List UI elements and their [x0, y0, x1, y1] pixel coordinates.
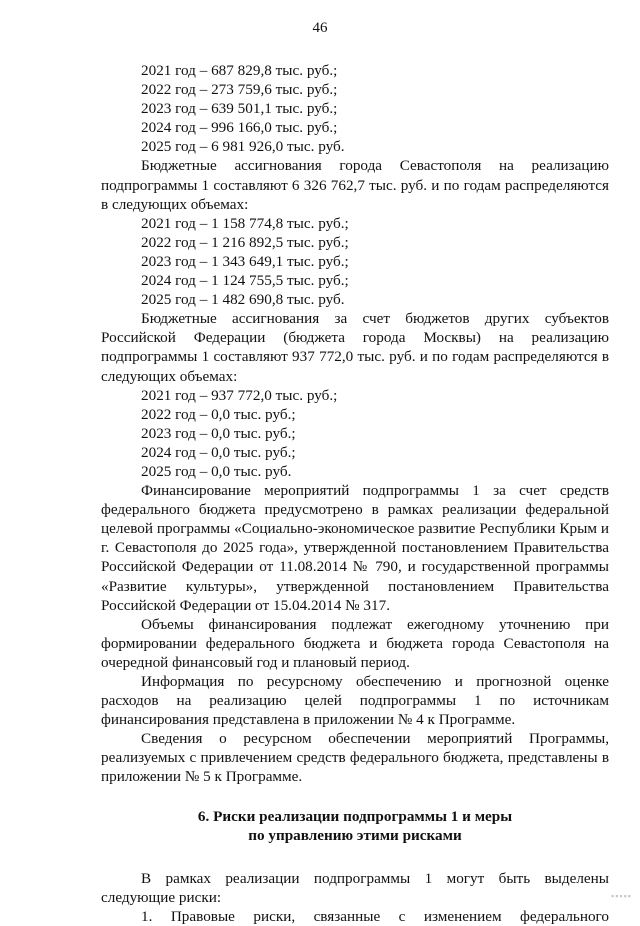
- list-item: 2024 год – 0,0 тыс. руб.;: [141, 443, 296, 461]
- list-item: 2022 год – 273 759,6 тыс. руб.;: [141, 81, 338, 99]
- list-item: 2021 год – 1 158 774,8 тыс. руб.;: [141, 214, 349, 232]
- scan-watermark: ▪▪▪▪▪: [611, 891, 632, 901]
- paragraph-federal-funding: Финансирование мероприятий подпрограммы 1 за счет средств федерального бюджета предусмотрено в рамках реализации федеральной целевой программы «Социально-экономическое развитие Республики Крым и г. Севастополя до 2025 года», утвержденной постановлением Правительства Российской Федерации от 11.08.2014 № 790, и государственной программы «Развитие культуры», утвержденной постановлением Правительства Российской Федерации от 15.04.2014 № 317.: [101, 482, 609, 614]
- paragraph-risks-intro: В рамках реализации подпрограммы 1 могут быть выделены следующие риски:: [101, 869, 609, 906]
- list-item: 2025 год – 0,0 тыс. руб.: [141, 462, 292, 480]
- list-item: 2021 год – 687 829,8 тыс. руб.;: [141, 62, 338, 79]
- section-heading: [101, 807, 609, 845]
- list-item: 2022 год – 0,0 тыс. руб.;: [141, 405, 296, 423]
- page-number: 46: [312, 20, 328, 36]
- moscow-budget-list: [101, 61, 609, 156]
- spacer: [101, 787, 609, 807]
- spacer: [101, 845, 609, 869]
- sevastopol-budget-list: [101, 214, 609, 309]
- section-heading-line: 6. Риски реализации подпрограммы 1 и меры: [197, 807, 513, 825]
- list-item: 2025 год – 1 482 690,8 тыс. руб.: [141, 291, 345, 309]
- paragraph-risk-1: 1. Правовые риски, связанные с изменением федерального: [141, 907, 609, 925]
- paragraph-sevastopol-budget: Бюджетные ассигнования города Севастополя на реализацию подпрограммы 1 составляют 6 326 762,7 тыс. руб. и по годам распределяются в следующих объемах:: [101, 157, 609, 213]
- other-subjects-budget-list: [101, 386, 609, 481]
- section-heading-line: по управлению этими рисками: [248, 826, 462, 844]
- list-item: 2024 год – 996 166,0 тыс. руб.;: [141, 119, 338, 137]
- list-item: 2022 год – 1 216 892,5 тыс. руб.;: [141, 233, 349, 251]
- list-item: 2025 год – 6 981 926,0 тыс. руб.: [141, 138, 345, 156]
- paragraph-measures-info: Сведения о ресурсном обеспечении мероприятий Программы, реализуемых с привлечением средств федерального бюджета, представлены в приложении № 5 к Программе.: [101, 730, 609, 786]
- list-item: 2023 год – 639 501,1 тыс. руб.;: [141, 100, 338, 118]
- document-body: [101, 61, 609, 926]
- list-item: 2021 год – 937 772,0 тыс. руб.;: [141, 386, 338, 404]
- paragraph-funding-volumes: Объемы финансирования подлежат ежегодному уточнению при формировании федерального бюджета и бюджета города Севастополя на очередной финансовый год и плановый период.: [101, 615, 609, 671]
- list-item: 2024 год – 1 124 755,5 тыс. руб.;: [141, 272, 349, 290]
- list-item: 2023 год – 0,0 тыс. руб.;: [141, 424, 296, 442]
- paragraph-other-subjects-budget: Бюджетные ассигнования за счет бюджетов других субъектов Российской Федерации (бюджета города Москвы) на реализацию подпрограммы 1 составляют 937 772,0 тыс. руб. и по годам распределяются в следующих объемах:: [101, 310, 609, 385]
- list-item: 2023 год – 1 343 649,1 тыс. руб.;: [141, 252, 349, 270]
- paragraph-resource-info: Информация по ресурсному обеспечению и прогнозной оценке расходов на реализацию целей подпрограммы 1 по источникам финансирования представлена в приложении № 4 к Программе.: [101, 673, 609, 729]
